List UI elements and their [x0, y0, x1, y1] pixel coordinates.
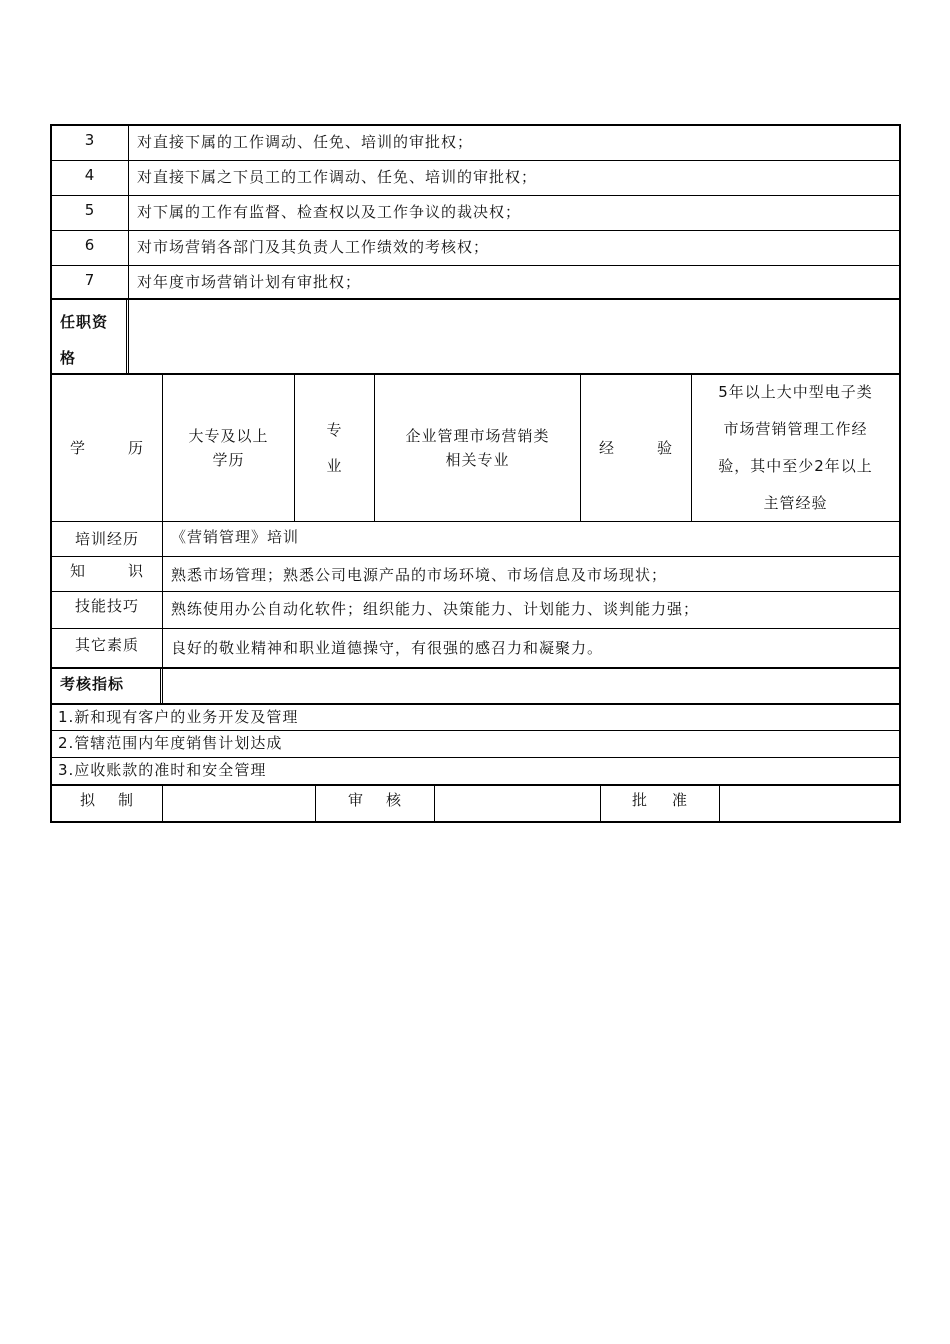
education-label-char: 历: [127, 439, 144, 457]
kpi-item: [52, 757, 899, 784]
table-row: [52, 195, 899, 230]
requirement-value: 《营销管理》培训: [171, 528, 300, 546]
experience-label: [581, 375, 692, 521]
requirement-label: [52, 557, 163, 591]
review-label-char: 核: [385, 791, 402, 809]
requirement-label: 其它素质: [52, 629, 163, 667]
review-label: [316, 786, 435, 821]
major-value: [375, 375, 581, 521]
table-row: [52, 265, 899, 298]
requirement-row: [52, 521, 899, 556]
review-label-char: 审: [348, 791, 365, 809]
major-label-char: 业: [326, 457, 343, 475]
table-row: [52, 230, 899, 265]
row-number: 4: [52, 161, 129, 195]
qualification-blank: [129, 300, 899, 373]
education-value-line: 大专及以上: [188, 427, 269, 445]
kpi-header: [52, 667, 899, 703]
row-number: 6: [52, 231, 129, 265]
row-number: 7: [52, 266, 129, 298]
authority-section: [50, 124, 901, 823]
kpi-item-text: 2.管辖范围内年度销售计划达成: [58, 734, 283, 752]
experience-value-line: 验，其中至少2年以上: [718, 457, 873, 475]
education-label: [52, 375, 163, 521]
row-number: 5: [52, 196, 129, 230]
table-row: [52, 124, 899, 160]
kpi-blank: [163, 669, 899, 703]
draft-label: [52, 786, 163, 821]
experience-value-line: 5年以上大中型电子类: [718, 383, 873, 401]
education-row: [52, 373, 899, 521]
authority-text: 对直接下属之下员工的工作调动、任免、培训的审批权；: [137, 168, 538, 186]
authority-text: 对直接下属的工作调动、任免、培训的审批权；: [137, 133, 474, 151]
kpi-item-text: 1.新和现有客户的业务开发及管理: [58, 708, 299, 726]
kpi-item-text: 3.应收账款的准时和安全管理: [58, 761, 267, 779]
row-number: 3: [52, 126, 129, 160]
authority-text: 对年度市场营销计划有审批权；: [137, 273, 362, 291]
requirement-row: [52, 591, 899, 628]
approve-label-char: 批: [632, 791, 649, 809]
qualification-title-line: 格: [60, 349, 77, 367]
approve-label-char: 准: [671, 791, 688, 809]
authority-text: 对下属的工作有监督、检查权以及工作争议的裁决权；: [137, 203, 522, 221]
review-signature-field[interactable]: [435, 786, 601, 821]
education-value-line: 学历: [212, 451, 245, 469]
requirement-value: 良好的敬业精神和职业道德操守，有很强的感召力和凝聚力。: [171, 639, 604, 657]
requirement-label-char: 识: [127, 562, 144, 580]
qualification-title-line: 任职资: [60, 313, 109, 331]
kpi-item: [52, 703, 899, 730]
education-value: [163, 375, 295, 521]
major-value-line: 相关专业: [445, 451, 510, 469]
requirement-label-char: 知: [70, 562, 87, 580]
requirement-label: 培训经历: [52, 522, 163, 556]
draft-label-char: 拟: [80, 791, 97, 809]
approve-label: [601, 786, 720, 821]
job-description-table: [50, 124, 901, 823]
table-row: [52, 160, 899, 195]
qualification-header: [52, 298, 899, 373]
major-label: [295, 375, 375, 521]
experience-value-line: 市场营销管理工作经: [723, 420, 868, 438]
approve-signature-field[interactable]: [720, 786, 899, 821]
kpi-item: [52, 730, 899, 757]
requirement-row: [52, 556, 899, 591]
major-value-line: 企业管理市场营销类: [405, 427, 550, 445]
major-label-char: 专: [326, 421, 343, 439]
experience-label-char: 验: [656, 439, 673, 457]
requirement-value: 熟悉市场管理；熟悉公司电源产品的市场环境、市场信息及市场现状；: [171, 566, 668, 584]
qualification-title: [52, 300, 129, 373]
kpi-title: 考核指标: [52, 669, 163, 703]
requirement-label: 技能技巧: [52, 592, 163, 628]
experience-value: [692, 375, 899, 521]
experience-label-char: 经: [599, 439, 616, 457]
draft-label-char: 制: [117, 791, 134, 809]
requirement-row: [52, 628, 899, 667]
requirement-value: 熟练使用办公自动化软件；组织能力、决策能力、计划能力、谈判能力强；: [171, 600, 700, 618]
signoff-row: [52, 784, 899, 823]
experience-value-line: 主管经验: [763, 494, 828, 512]
authority-text: 对市场营销各部门及其负责人工作绩效的考核权；: [137, 238, 490, 256]
education-label-char: 学: [70, 439, 87, 457]
draft-signature-field[interactable]: [163, 786, 316, 821]
